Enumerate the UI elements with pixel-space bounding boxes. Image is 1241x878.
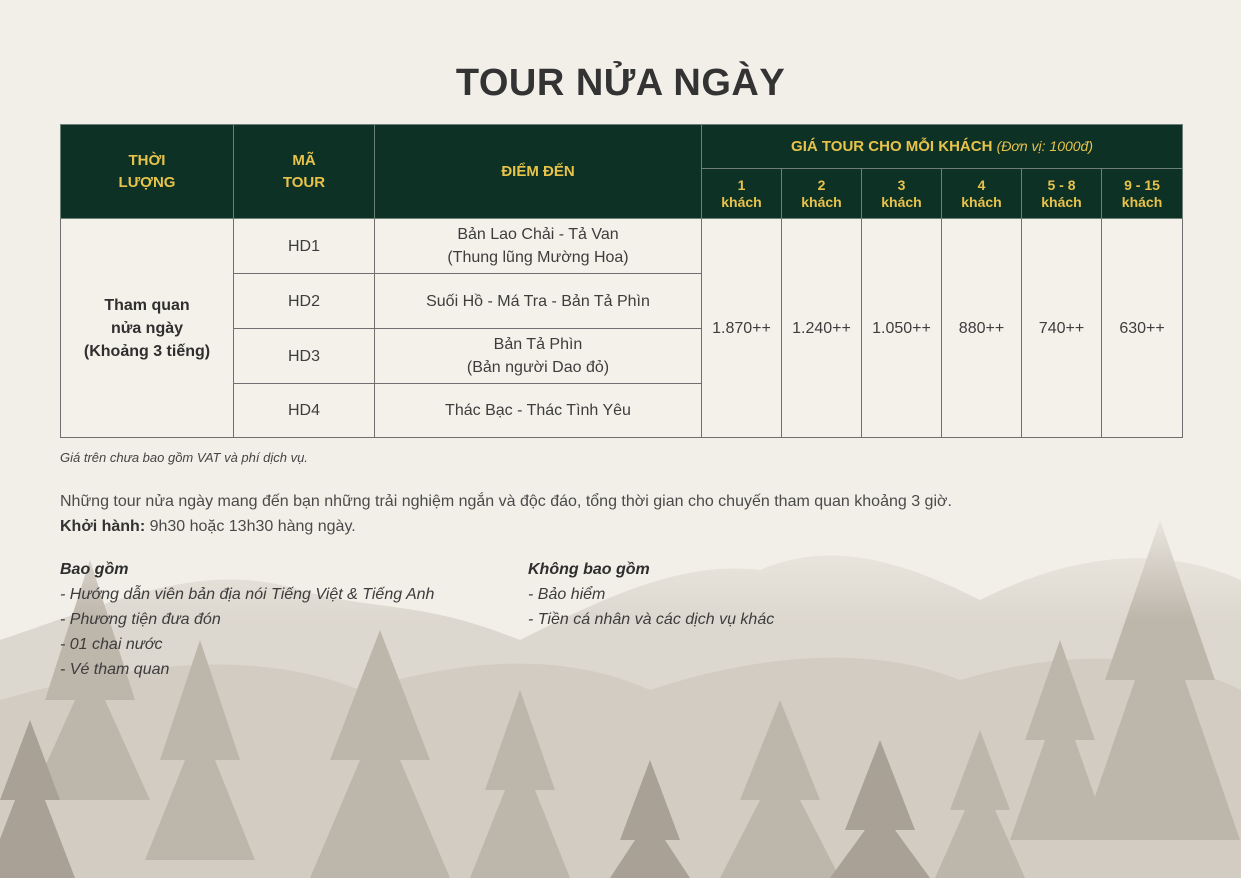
list-item: - 01 chai nước	[60, 636, 163, 653]
tour-code: HD3	[234, 329, 375, 384]
header-duration: THỜI LƯỢNG	[61, 125, 234, 219]
tour-description: Những tour nửa ngày mang đến bạn những trải nghiệm ngắn và độc đáo, tổng thời gian cho chuyến tham quan khoảng 3 giờ. Khởi hành: 9h30 hoặc 13h30 hàng ngày.	[60, 493, 952, 535]
page-title: TOUR NỬA NGÀY	[455, 62, 786, 104]
price-9-15-guests: 630++	[1102, 219, 1183, 438]
price-table	[60, 124, 1183, 438]
header-guests-1: 1 khách	[702, 169, 782, 219]
list-item: - Bảo hiểm	[528, 586, 606, 603]
header-guests-4: 4 khách	[942, 169, 1022, 219]
tour-code: HD4	[234, 384, 375, 438]
header-tour-code: MÃ TOUR	[234, 125, 375, 219]
list-item: - Hướng dẫn viên bản địa nói Tiếng Việt & Tiếng Anh	[60, 586, 435, 603]
departure-value: 9h30 hoặc 13h30 hàng ngày.	[145, 518, 356, 535]
included-title: Bao gồm	[60, 561, 129, 578]
destination: Suối Hồ - Má Tra - Bản Tả Phìn	[375, 274, 702, 329]
destination: Bản Tả Phìn (Bản người Dao đỏ)	[375, 329, 702, 384]
duration-cell: Tham quan nửa ngày (Khoảng 3 tiếng)	[61, 219, 234, 438]
price-note: Giá trên chưa bao gồm VAT và phí dịch vụ.	[60, 450, 308, 465]
price-3-guests: 1.050++	[862, 219, 942, 438]
list-item: - Tiền cá nhân và các dịch vụ khác	[528, 611, 775, 628]
table-row	[61, 219, 1183, 274]
excluded-title: Không bao gồm	[528, 561, 650, 578]
destination: Thác Bạc - Thác Tình Yêu	[375, 384, 702, 438]
header-guests-5-8: 5 - 8 khách	[1022, 169, 1102, 219]
included-section	[60, 557, 434, 682]
header-guests-2: 2 khách	[782, 169, 862, 219]
header-destination: ĐIỂM ĐẾN	[375, 125, 702, 219]
tour-code: HD2	[234, 274, 375, 329]
destination: Bản Lao Chải - Tả Van (Thung lũng Mường Hoa)	[375, 219, 702, 274]
price-5-8-guests: 740++	[1022, 219, 1102, 438]
list-item: - Vé tham quan	[60, 661, 170, 678]
price-unit: (Đơn vị: 1000đ)	[996, 138, 1094, 154]
header-price-group: GIÁ TOUR CHO MỖI KHÁCH (Đơn vị: 1000đ)	[702, 125, 1183, 169]
departure-label: Khởi hành:	[60, 518, 146, 535]
list-item: - Phương tiện đưa đón	[60, 611, 221, 628]
header-guests-3: 3 khách	[862, 169, 942, 219]
excluded-section	[528, 557, 774, 632]
price-2-guests: 1.240++	[782, 219, 862, 438]
price-1-guest: 1.870++	[702, 219, 782, 438]
tour-code: HD1	[234, 219, 375, 274]
price-4-guests: 880++	[942, 219, 1022, 438]
header-guests-9-15: 9 - 15 khách	[1102, 169, 1183, 219]
